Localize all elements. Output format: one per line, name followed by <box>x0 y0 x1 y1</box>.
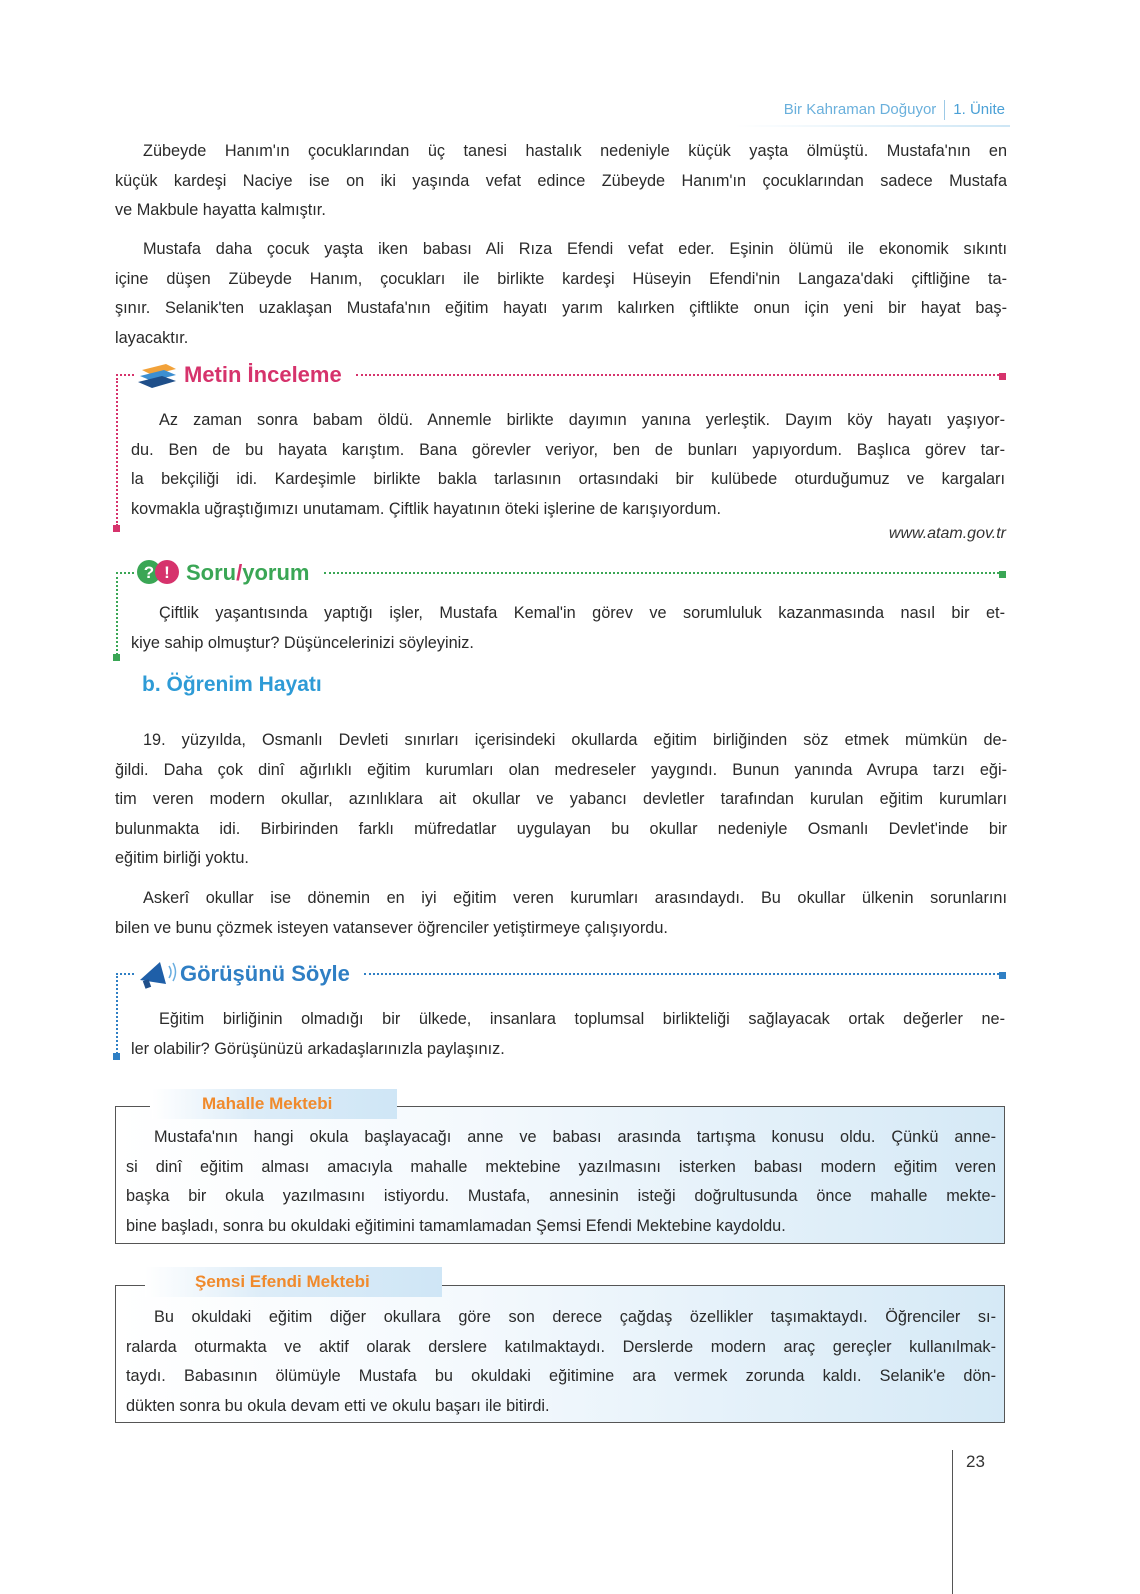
title-soru: Soru <box>186 560 237 585</box>
semsi-efendi-mektebi-title: Şemsi Efendi Mektebi <box>145 1267 442 1297</box>
dots <box>116 572 134 574</box>
ogrenim-hayati-heading: b. Öğrenim Hayatı <box>142 673 322 696</box>
running-header <box>784 100 1005 120</box>
semsi-efendi-mektebi-box <box>115 1285 1005 1423</box>
text-line: küçük kardeşi Naciye ise on iki yaşında vefat edince Zübeyde Hanım'ın çocuklarından sadece Mustafa <box>115 171 1007 190</box>
text-line: Mustafa daha çocuk yaşta iken babası Ali Rıza Efendi vefat eder. Eşinin ölümü ile ekonomik sıkıntı <box>143 240 1007 258</box>
text-line: Eğitim birliğinin olmadığı bir ülkede, insanlara toplumsal birlikteliği sağlayacak ortak değerler ne- <box>159 1010 1005 1028</box>
semsi-efendi-mektebi-text <box>126 1303 996 1421</box>
svg-text:?: ? <box>143 563 155 582</box>
page-margin-rule <box>952 1450 953 1594</box>
svg-text:!: ! <box>164 563 170 582</box>
intro-paragraph-2 <box>115 235 1007 353</box>
text-line: şınır. Selanik'ten uzaklaşan Mustafa'nın eğitim hayatı yarım kalırken çiftlikte onun için yeni bir hayat baş- <box>115 299 1007 317</box>
megaphone-icon <box>136 958 180 990</box>
mahalle-mektebi-title: Mahalle Mektebi <box>152 1089 397 1119</box>
text-line: Çiftlik yaşantısında yaptığı işler, Mustafa Kemal'in görev ve sorumluluk kazanmasında nasıl bir et- <box>159 604 1005 622</box>
question-exclamation-icon <box>136 559 182 587</box>
text-line: tim veren modern okullar, azınlıklara ait okullar ve yabancı devletler tarafından kurulan eğitim kurumları <box>115 790 1007 808</box>
text-line: dükten sonra bu okula devam etti ve okulu başarı ile bitirdi. <box>126 1396 550 1415</box>
text-line: ralarda oturmakta ve aktif olarak derslere katılmaktaydı. Derslerde modern araç gereçler kullanılmak- <box>126 1337 996 1356</box>
books-icon <box>136 360 180 390</box>
header-divider <box>944 100 945 120</box>
gorusunu-soyle-title: Görüşünü Söyle <box>180 961 350 986</box>
text-line: Mustafa'nın hangi okula başlayacağı anne ve babası arasında tartışma konusu oldu. Çünkü anne- <box>154 1128 996 1146</box>
text-line: eğitim birliği yoktu. <box>115 849 249 867</box>
soru-rule-end <box>113 654 120 661</box>
text-line: bulunmakta idi. Birbirinden farklı müfredatlar uygulayan bu okullar nedeniyle Osmanlı Devlet'inde bir <box>115 819 1007 838</box>
text-line: Askerî okullar ise dönemin en iyi eğitim veren kurumları arasındaydı. Bu okullar ülkenin sorunlarını <box>143 889 1007 907</box>
text-line: ve Makbule hayatta kalmıştır. <box>115 201 326 219</box>
soru-yorum-heading <box>116 559 1006 587</box>
text-line: başka bir okula yazılmasını istiyordu. Mustafa, annesinin isteği doğrultusunda önce mahalle mekte- <box>126 1187 996 1205</box>
text-line: si dinî eğitim alması amacıyla mahalle mektebine yazılmasını isterken babası modern eğitim veren <box>126 1157 996 1176</box>
title-yorum: yorum <box>242 560 310 585</box>
gorus-text <box>131 1005 1005 1064</box>
text-line: du. Ben de bu hayata karıştım. Bana görevler veriyor, ben de bunları yapıyordum. Başlıca görev tar- <box>131 440 1005 459</box>
text-line: ler olabilir? Görüşünüzü arkadaşlarınızla paylaşınız. <box>131 1039 505 1058</box>
soru-yorum-title <box>186 560 310 586</box>
text-line: 19. yüzyılda, Osmanlı Devleti sınırları içerisindeki okullarda eğitim birliğinden söz etmek mümkün de- <box>143 731 1007 749</box>
title-slash: / <box>236 560 243 585</box>
text-line: bine başladı, sonra bu okuldaki eğitimini tamamlamadan Şemsi Efendi Mektebine kaydoldu. <box>126 1216 786 1235</box>
intro-paragraph-1 <box>115 137 1007 226</box>
unit-label: 1. Ünite <box>953 100 1005 118</box>
dotted-rule <box>324 572 1000 574</box>
soru-vertical-rule <box>116 577 118 655</box>
text-line: kovmakla uğraştığımızı unutamam. Çiftlik hayatının öteki işlerine de karışıyordum. <box>131 499 721 518</box>
metin-vertical-rule <box>116 378 118 526</box>
mahalle-mektebi-box <box>115 1106 1005 1244</box>
dotted-rule <box>356 374 999 376</box>
dots <box>116 374 134 376</box>
gorus-vertical-rule <box>116 976 118 1054</box>
metin-rule-end <box>113 525 120 532</box>
soru-text <box>131 599 1005 658</box>
text-line: Bu okuldaki eğitim diğer okullara göre son derece çağdaş özellikler taşımaktaydı. Öğrenciler sı- <box>154 1308 996 1326</box>
text-line: taydı. Babasının ölümüyle Mustafa bu okuldaki eğitimine ara vermek zorunda kaldı. Selanik'e dön- <box>126 1367 996 1385</box>
dots <box>116 973 134 975</box>
metin-quote <box>131 406 1005 524</box>
gorus-rule-end <box>113 1053 120 1060</box>
text-line: la bekçiliği idi. Kardeşimle birlikte bakla tarlasının ortasındaki bir kulübede oturduğumuz ve kargaları <box>131 470 1005 488</box>
dotted-rule <box>364 973 999 975</box>
ogrenim-paragraph-1 <box>115 726 1007 874</box>
text-line: ğildi. Daha çok dinî ağırlıklı eğitim kurumları olan medreseler yaygındı. Bunun yanında Avrupa tarzı eği- <box>115 760 1007 779</box>
metin-inceleme-heading <box>116 360 1006 390</box>
page-number: 23 <box>966 1452 985 1471</box>
header-rule <box>735 125 1010 127</box>
gorusunu-soyle-heading <box>116 958 1006 990</box>
metin-inceleme-title: Metin İnceleme <box>184 362 342 387</box>
ogrenim-paragraph-2 <box>115 884 1007 943</box>
text-line: Az zaman sonra babam öldü. Annemle birlikte dayımın yanına yerleştik. Dayım köy hayatı yaşıyor- <box>159 411 1005 429</box>
text-line: kiye sahip olmuştur? Düşüncelerinizi söyleyiniz. <box>131 633 474 652</box>
chapter-title: Bir Kahraman Doğuyor <box>783 100 937 118</box>
text-line: Zübeyde Hanım'ın çocuklarından üç tanesi hastalık nedeniyle küçük yaşta ölmüştü. Mustafa'nın en <box>143 142 1007 160</box>
text-line: içine düşen Zübeyde Hanım, çocukları ile birlikte kardeşi Hüseyin Efendi'nin Langaza'daki çiftliğine ta- <box>115 269 1007 288</box>
text-line: bilen ve bunu çözmek isteyen vatansever öğrenciler yetiştirmeye çalışıyordu. <box>115 918 668 937</box>
mahalle-mektebi-text <box>126 1123 996 1241</box>
metin-source: www.atam.gov.tr <box>888 525 1006 542</box>
text-line: layacaktır. <box>115 328 189 347</box>
